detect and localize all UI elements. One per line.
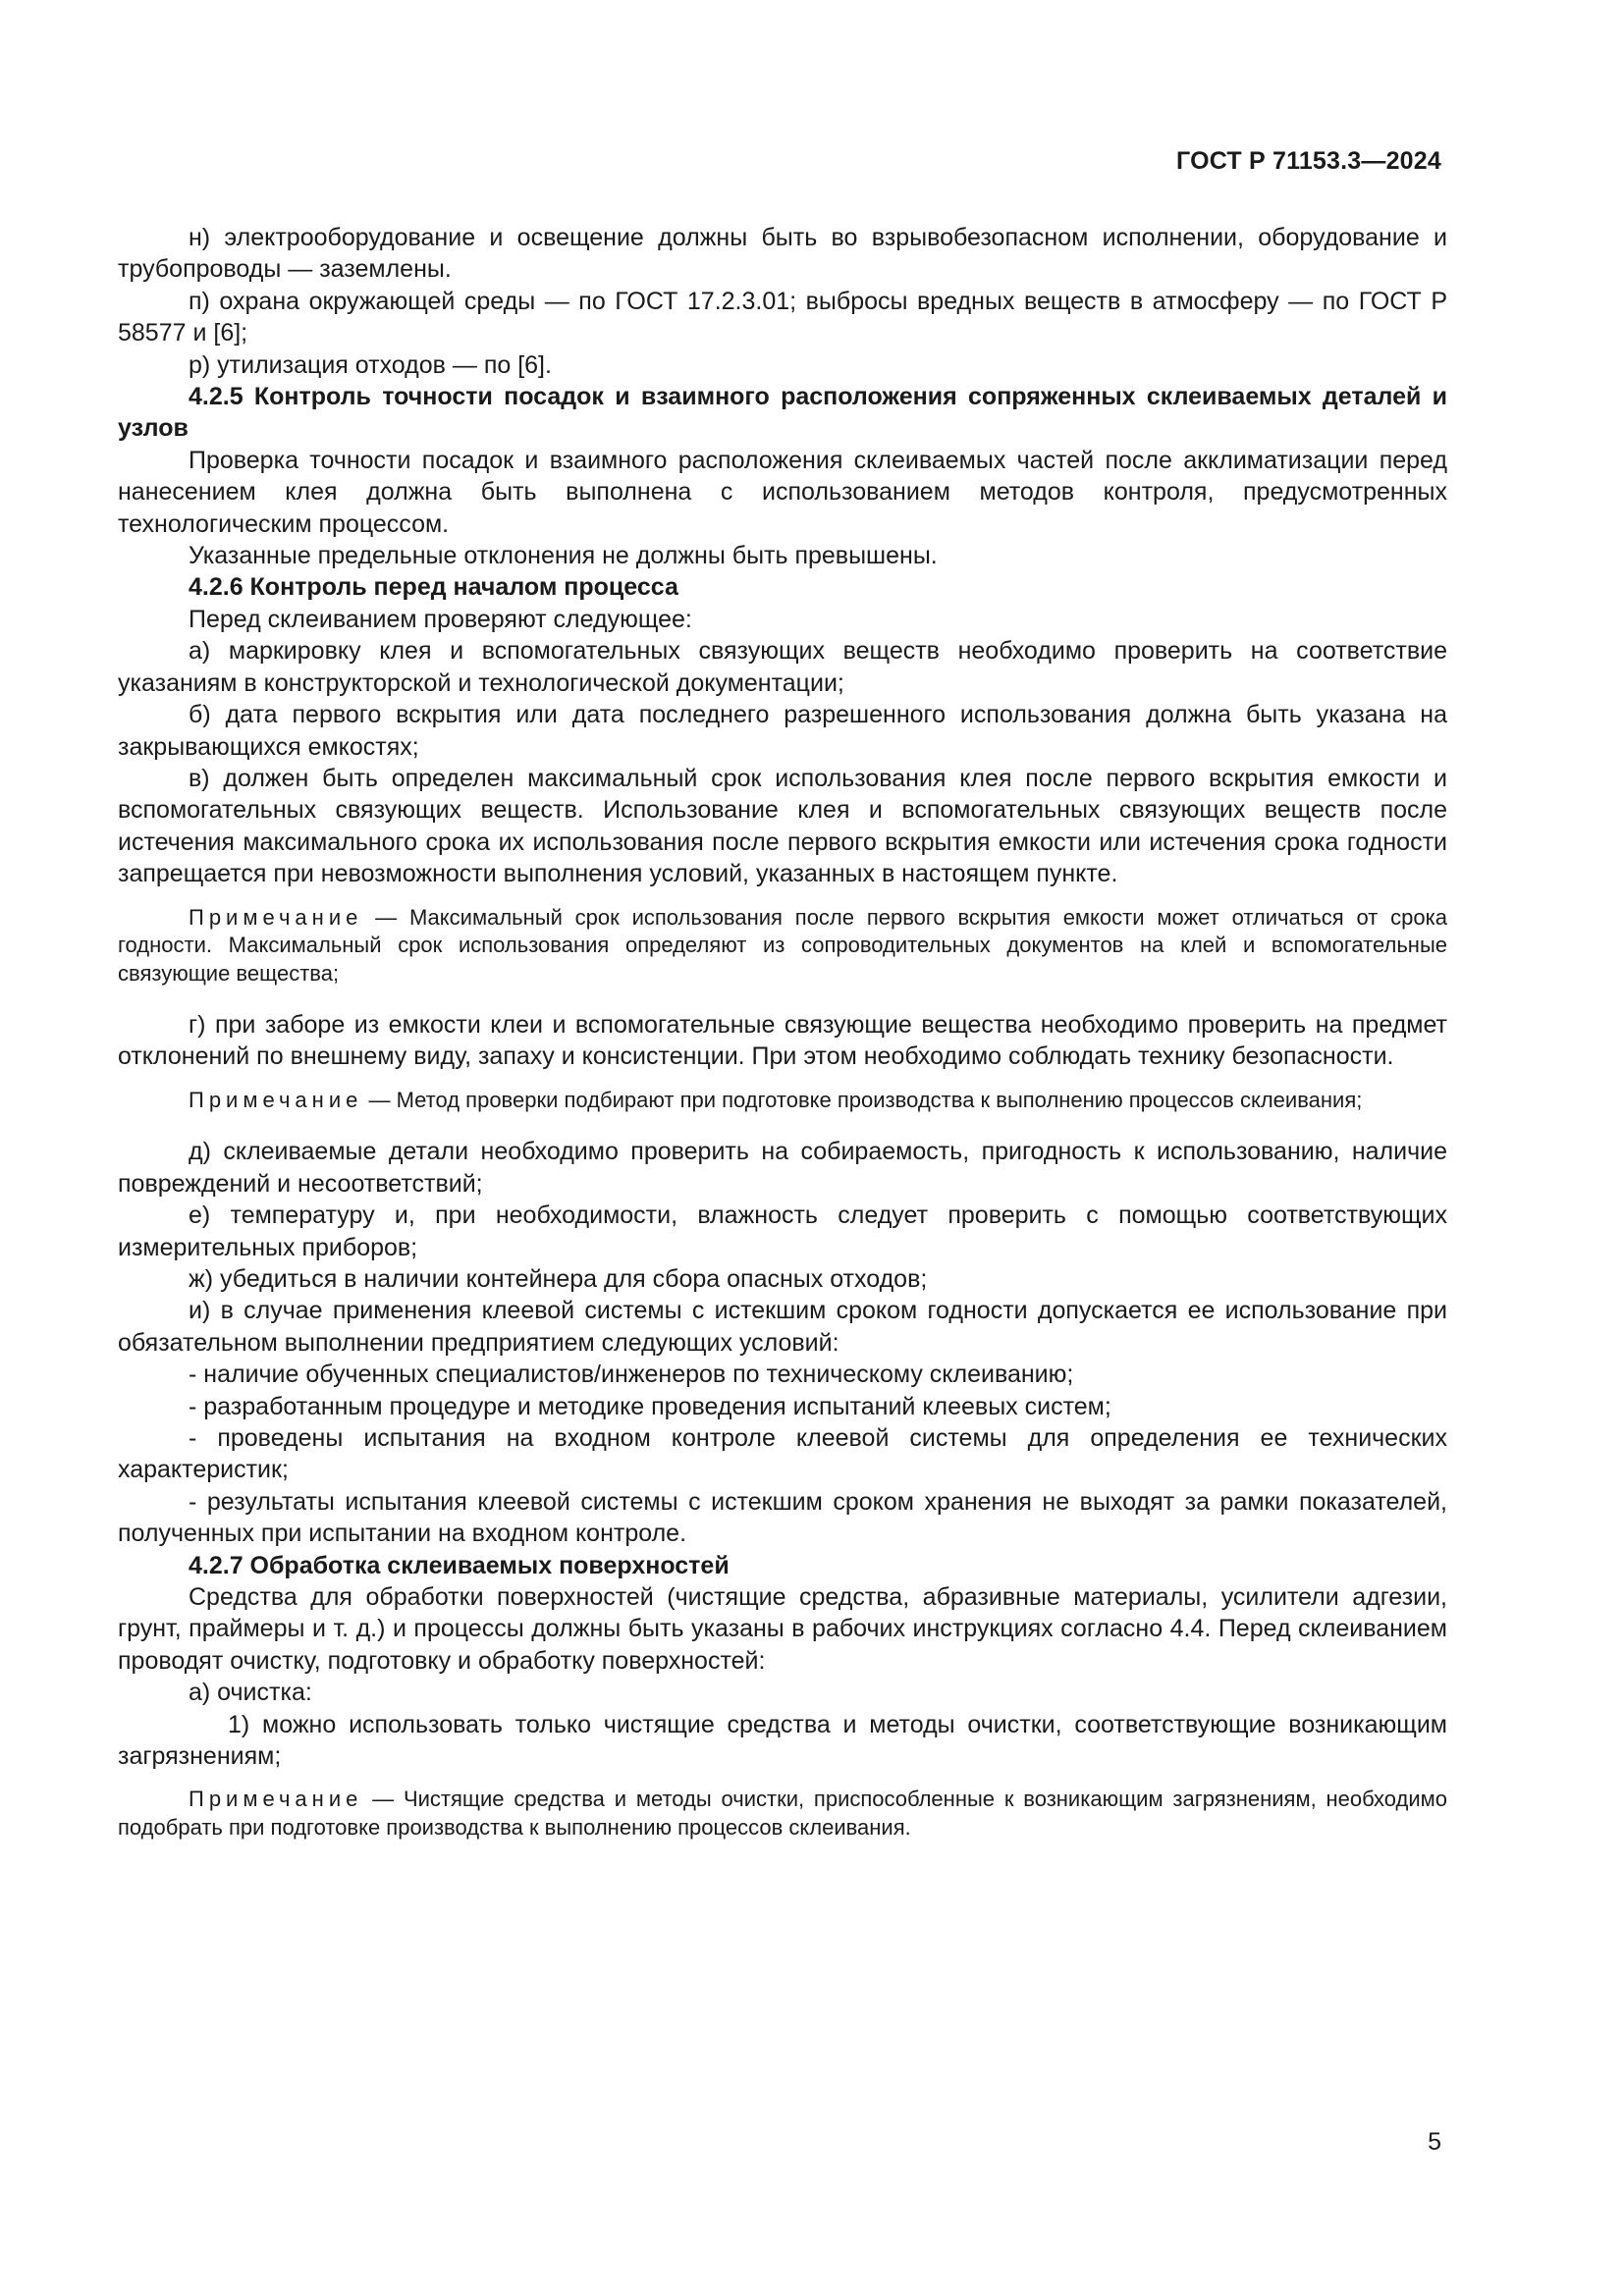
note-label: Примечание: [189, 1787, 363, 1812]
paragraph: - проведены испытания на входном контроле клеевой системы для определения ее технических характеристик;: [118, 1424, 1447, 1484]
paragraph: Средства для обработки поверхностей (чистящие средства, абразивные материалы, усилители адгезии, грунт, праймеры и т. д.) и процессы должны быть указаны в рабочих инструкциях согласно 4.4. Перед склеиванием проводят очистку, подготовку и обработку поверхностей:: [118, 1583, 1447, 1675]
paragraph: в) должен быть определен максимальный срок использования клея после первого вскрытия емкости и вспомогательных связующих веществ. Использование клея и вспомогательных связующих веществ после истечения максимального срока их использования после первого вскрытия емкости или истечения срока годности запрещается при невозможности выполнения условий, указанных в настоящем пункте.: [118, 764, 1447, 888]
paragraph: Указанные предельные отклонения не должны быть превышены.: [189, 542, 938, 570]
page-number: 5: [1428, 2128, 1441, 2156]
paragraph: - наличие обученных специалистов/инженеров по техническому склеиванию;: [189, 1361, 1074, 1389]
paragraph: г) при заборе из емкости клеи и вспомогательные связующие вещества необходимо проверить на предмет отклонений по внешнему виду, запаху и консистенции. При этом необходимо соблюдать технику безопасности.: [118, 1011, 1447, 1071]
paragraph: а) маркировку клея и вспомогательных связующих веществ необходимо проверить на соответствие указаниям в конструкторской и технологической документации;: [118, 637, 1447, 697]
paragraph: ж) убедиться в наличии контейнера для сбора опасных отходов;: [189, 1264, 928, 1293]
subitem: 1) можно использовать только чистящие средства и методы очистки, соответствующие возникающим загрязнениям;: [118, 1710, 1447, 1771]
document-body: [118, 222, 1447, 1863]
note-text: — Метод проверки подбирают при подготовке производства к выполнению процессов склеивания;: [362, 1087, 1363, 1112]
paragraph: Проверка точности посадок и взаимного расположения склеиваемых частей после акклиматизации перед нанесением клея должна быть выполнена с использованием методов контроля, предусмотренных технологическим процессом.: [118, 446, 1447, 538]
document-code: ГОСТ Р 71153.3—2024: [1176, 147, 1441, 175]
paragraph: д) склеиваемые детали необходимо проверить на собираемость, пригодность к использованию, наличие повреждений и несоответствий;: [118, 1138, 1447, 1198]
paragraph: Перед склеиванием проверяют следующее:: [189, 605, 692, 633]
paragraph: а) очистка:: [189, 1679, 312, 1707]
note: [118, 1087, 1447, 1115]
paragraph: б) дата первого вскрытия или дата последнего разрешенного использования должна быть указана на закрывающихся емкостях;: [118, 701, 1447, 761]
paragraph: п) охрана окружающей среды — по ГОСТ 17.2.3.01; выбросы вредных веществ в атмосферу — по ГОСТ Р 58577 и [6];: [118, 287, 1447, 347]
paragraph: е) температуру и, при необходимости, влажность следует проверить с помощью соответствующих измерительных приборов;: [118, 1201, 1447, 1261]
paragraph: и) в случае применения клеевой системы с истекшим сроком годности допускается ее использование при обязательном выполнении предприятием следующих условий:: [118, 1297, 1447, 1357]
paragraph: - результаты испытания клеевой системы с истекшим сроком хранения не выходят за рамки показателей, полученных при испытании на входном контроле.: [118, 1487, 1447, 1548]
paragraph: р) утилизация отходов — по [6].: [189, 350, 552, 379]
section-heading: 4.2.6 Контроль перед началом процесса: [189, 573, 678, 602]
paragraph: н) электрооборудование и освещение должны быть во взрывобезопасном исполнении, оборудование и трубопроводы — заземлены.: [118, 224, 1447, 284]
note-text: — Максимальный срок использования после первого вскрытия емкости может отличаться от срока годности. Максимальный срок использования определяют из сопроводительных документов на клей и вспомогательные связующие вещества;: [118, 904, 1447, 986]
note-label: Примечание: [189, 904, 363, 930]
paragraph: - разработанным процедуре и методике проведения испытаний клеевых систем;: [189, 1392, 1111, 1420]
section-heading: 4.2.5 Контроль точности посадок и взаимного расположения сопряженных склеиваемых деталей и узлов: [118, 383, 1447, 443]
note: [118, 1786, 1447, 1842]
note-label: Примечание: [189, 1087, 363, 1112]
section-heading: 4.2.7 Обработка склеиваемых поверхностей: [189, 1551, 730, 1579]
note-text: — Чистящие средства и методы очистки, приспособленные к возникающим загрязнениям, необходимо подобрать при подготовке производства к выполнению процессов склеивания.: [118, 1787, 1447, 1840]
note: [118, 904, 1447, 988]
